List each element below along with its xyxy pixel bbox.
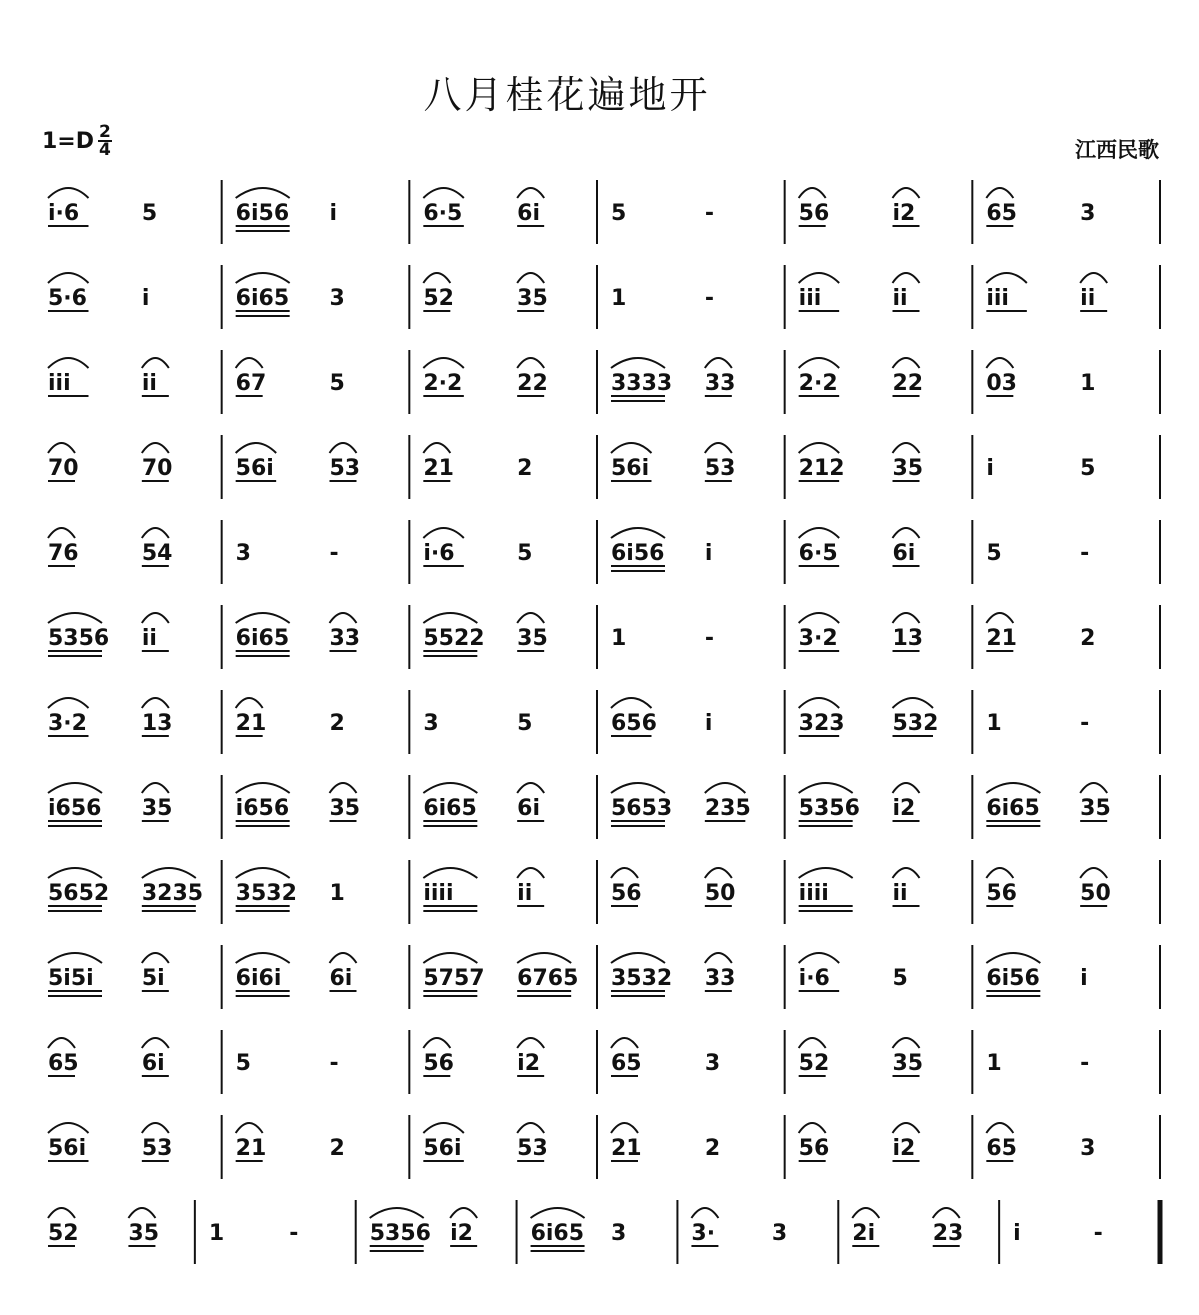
slur (48, 868, 102, 878)
slur (423, 188, 464, 198)
note-group: i2 (892, 796, 916, 821)
note-group: 70 (141, 456, 173, 481)
note-group: 2i (852, 1221, 876, 1246)
slur (1080, 783, 1107, 793)
note-group: 22 (517, 371, 548, 396)
slur (893, 1123, 920, 1133)
slur (517, 783, 544, 793)
note-group: 3 (423, 711, 439, 736)
note-group: 13 (141, 711, 173, 736)
note-group: 56i (48, 1136, 87, 1161)
slur (933, 1208, 960, 1218)
note-group: 65 (611, 1051, 642, 1076)
slur (799, 1123, 826, 1133)
note-group: 23 (932, 1221, 964, 1246)
slur (330, 953, 357, 963)
note-group: 5653 (611, 796, 673, 821)
note-group: 56 (423, 1051, 454, 1076)
slur (611, 953, 665, 963)
slur (236, 273, 290, 283)
note-group: 6i (517, 201, 541, 226)
slur (517, 868, 544, 878)
note-group: 35 (517, 626, 548, 651)
slur (799, 188, 826, 198)
slur (986, 868, 1013, 878)
slur (48, 613, 102, 623)
slur (691, 1208, 718, 1218)
slur (142, 953, 169, 963)
note-group: 3 (611, 1221, 627, 1246)
note-group: 52 (48, 1221, 79, 1246)
note-group: 53 (141, 1136, 173, 1161)
note-group: ii (892, 286, 908, 311)
slur (142, 698, 169, 708)
slur (330, 443, 357, 453)
slur (48, 443, 75, 453)
slur (986, 613, 1013, 623)
note-group: - (704, 626, 714, 651)
slur (611, 1123, 638, 1133)
note-group: 67 (235, 371, 267, 396)
slur (142, 443, 169, 453)
note-group: 13 (892, 626, 924, 651)
note-group: - (1080, 711, 1090, 736)
slur (423, 1123, 464, 1133)
note-group: 21 (235, 1136, 267, 1161)
slur (330, 783, 357, 793)
note-group: 6i65 (986, 796, 1040, 821)
note-group: 3 (1080, 1136, 1096, 1161)
note-group: 6i (892, 541, 916, 566)
note-group: 2 (704, 1136, 721, 1161)
slur (705, 868, 732, 878)
note-group: 6i6i (235, 966, 282, 991)
slur (517, 953, 571, 963)
note-group: - (329, 541, 339, 566)
slur (423, 953, 477, 963)
slur (893, 698, 934, 708)
note-group: 235 (704, 796, 751, 821)
slur (986, 783, 1040, 793)
note-group: 21 (235, 711, 267, 736)
note-group: 21 (611, 1136, 642, 1161)
note-group: 6i65 (235, 626, 290, 651)
slur (423, 273, 450, 283)
note-group: - (704, 286, 714, 311)
note-group: 6i56 (611, 541, 665, 566)
note-group: 5 (892, 966, 908, 991)
slur (799, 528, 840, 538)
note-group: 50 (704, 881, 736, 906)
slur (517, 1123, 544, 1133)
slur (423, 528, 464, 538)
note-group: i (986, 456, 994, 481)
note-group: 5522 (423, 626, 485, 651)
slur (893, 1038, 920, 1048)
note-group: 3·2 (48, 711, 87, 736)
time-denominator: 4 (99, 140, 111, 160)
note-group: 323 (798, 711, 845, 736)
slur (236, 1123, 263, 1133)
note-group: i (329, 201, 338, 226)
note-group: 3·2 (798, 626, 838, 651)
slur (893, 273, 920, 283)
slur (611, 358, 665, 368)
note-group: 56i (423, 1136, 462, 1161)
note-group: 212 (798, 456, 845, 481)
note-group: 5i5i (48, 966, 94, 991)
note-group: 1 (208, 1221, 225, 1246)
note-group: 5 (1080, 456, 1096, 481)
slur (611, 868, 638, 878)
slur (611, 698, 652, 708)
note-group: 2 (329, 711, 345, 736)
note-group: 1 (611, 286, 627, 311)
note-group: 6i65 (530, 1221, 585, 1246)
note-group: 6i (329, 966, 353, 991)
note-group: 52 (423, 286, 454, 311)
slur (370, 1208, 424, 1218)
slur (517, 273, 544, 283)
note-group: 2·2 (798, 371, 838, 396)
note-group: 6i (141, 1051, 165, 1076)
note-group: 5·6 (48, 286, 87, 311)
slur (450, 1208, 477, 1218)
slur (423, 613, 477, 623)
note-group: 35 (892, 456, 924, 481)
note-group: 3532 (611, 966, 673, 991)
note-group: 03 (986, 371, 1017, 396)
note-group: 3 (235, 541, 251, 566)
slur (531, 1208, 585, 1218)
note-group: 6i65 (423, 796, 477, 821)
note-group: 56 (986, 881, 1017, 906)
slur (799, 953, 840, 963)
slur (611, 783, 665, 793)
slur (517, 188, 544, 198)
note-group: 33 (329, 626, 361, 651)
note-group: - (1080, 1051, 1090, 1076)
note-group: 3 (704, 1051, 721, 1076)
slur (986, 953, 1040, 963)
slur (236, 613, 290, 623)
slur (48, 273, 89, 283)
note-group: 3532 (235, 881, 297, 906)
slur (48, 358, 89, 368)
note-group: 5652 (48, 881, 110, 906)
slur (142, 1123, 169, 1133)
note-group: 56 (611, 881, 642, 906)
note-group: 5 (517, 711, 533, 736)
slur (893, 783, 920, 793)
slur (517, 358, 544, 368)
note-group: ii (141, 626, 157, 651)
slur (852, 1208, 879, 1218)
slur (799, 698, 840, 708)
slur (893, 443, 920, 453)
note-group: 6765 (517, 966, 579, 991)
slur (986, 273, 1027, 283)
slur (611, 1038, 638, 1048)
note-group: 56 (798, 201, 830, 226)
slur (893, 613, 920, 623)
note-group: 5 (517, 541, 533, 566)
slur (705, 358, 732, 368)
note-group: i·6 (423, 541, 455, 566)
note-group: 52 (798, 1051, 830, 1076)
slur (236, 188, 290, 198)
slur (799, 358, 840, 368)
slur (611, 443, 652, 453)
note-group: - (329, 1051, 339, 1076)
note-group: i (141, 286, 150, 311)
note-group: 3333 (611, 371, 673, 396)
note-group: i (1080, 966, 1088, 991)
slur (142, 528, 169, 538)
slur (330, 613, 357, 623)
note-group: 33 (704, 371, 736, 396)
note-group: 5757 (423, 966, 485, 991)
note-group: 1 (986, 711, 1002, 736)
note-group: 1 (611, 626, 627, 651)
note-group: 56i (235, 456, 274, 481)
slur (423, 358, 464, 368)
note-group: 5 (141, 201, 158, 226)
slur (142, 868, 196, 878)
note-group: 70 (48, 456, 79, 481)
key-label: 1=D (42, 128, 95, 154)
note-group: iii (986, 286, 1009, 311)
note-group: 6i65 (235, 286, 290, 311)
note-group: 5 (986, 541, 1002, 566)
slur (1080, 273, 1107, 283)
note-group: 65 (48, 1051, 79, 1076)
note-group: 5356 (369, 1221, 431, 1246)
note-group: 35 (892, 1051, 924, 1076)
slur (142, 1038, 169, 1048)
note-group: 35 (141, 796, 173, 821)
slur (236, 443, 276, 453)
note-group: ii (1080, 286, 1096, 311)
slur (236, 868, 290, 878)
slur (423, 868, 477, 878)
note-group: 53 (329, 456, 361, 481)
note-group: i2 (450, 1221, 474, 1246)
note-group: iiii (798, 881, 829, 906)
slur (142, 358, 169, 368)
note-group: 2 (329, 1136, 345, 1161)
note-group: 5 (235, 1051, 251, 1076)
slur (423, 783, 477, 793)
slur (893, 528, 920, 538)
slur (48, 188, 89, 198)
slur (799, 443, 840, 453)
slur (705, 443, 732, 453)
slur (986, 188, 1013, 198)
time-numerator: 2 (99, 122, 111, 142)
slur (986, 1123, 1013, 1133)
slur (1080, 868, 1107, 878)
slur (799, 1038, 826, 1048)
note-group: 56 (798, 1136, 830, 1161)
note-group: - (289, 1221, 299, 1246)
slur (986, 358, 1013, 368)
slur (236, 783, 290, 793)
note-group: 6i56 (986, 966, 1040, 991)
note-group: iii (48, 371, 71, 396)
note-group: 3 (771, 1221, 788, 1246)
note-group: 35 (329, 796, 361, 821)
slur (142, 783, 169, 793)
note-group: 53 (517, 1136, 548, 1161)
note-group: 2 (1080, 626, 1096, 651)
slur (128, 1208, 155, 1218)
slur (705, 783, 746, 793)
note-group: 6·5 (798, 541, 838, 566)
slur (48, 528, 75, 538)
slur (48, 1123, 89, 1133)
slur (423, 1038, 450, 1048)
note-group: 65 (986, 1136, 1017, 1161)
slur (517, 613, 544, 623)
note-group: 54 (141, 541, 173, 566)
note-group: ii (892, 881, 908, 906)
song-origin: 江西民歌 (1075, 137, 1159, 162)
slur (48, 1038, 75, 1048)
note-group: 3 (329, 286, 345, 311)
note-group: 3235 (141, 881, 204, 906)
note-group: 656 (611, 711, 657, 736)
note-group: 1 (1080, 371, 1096, 396)
slur (142, 613, 169, 623)
note-group: - (1093, 1221, 1103, 1246)
slur (423, 443, 450, 453)
slur (799, 273, 840, 283)
note-group: 56i (611, 456, 650, 481)
note-group: 65 (986, 201, 1017, 226)
slur (799, 868, 853, 878)
note-group: i656 (235, 796, 290, 821)
slur (48, 698, 89, 708)
note-group: 5 (611, 201, 627, 226)
note-group: 6i56 (235, 201, 290, 226)
note-group: ii (141, 371, 157, 396)
note-group: 5356 (48, 626, 110, 651)
note-group: 5i (141, 966, 165, 991)
note-group: 50 (1080, 881, 1111, 906)
note-group: 2·2 (423, 371, 463, 396)
note-group: i·6 (798, 966, 830, 991)
slur (611, 528, 665, 538)
note-group: ii (517, 881, 533, 906)
note-group: i·6 (48, 201, 80, 226)
note-group: - (704, 201, 714, 226)
note-group: 35 (128, 1221, 160, 1246)
note-group: 3 (1080, 201, 1096, 226)
slur (799, 613, 840, 623)
note-group: 1 (329, 881, 345, 906)
note-group: i2 (517, 1051, 541, 1076)
note-group: iii (798, 286, 822, 311)
note-group: 532 (892, 711, 939, 736)
slur (517, 1038, 544, 1048)
note-group: i2 (892, 201, 916, 226)
note-group: 21 (423, 456, 454, 481)
note-group: i (704, 541, 713, 566)
slur (705, 953, 732, 963)
slur (48, 783, 102, 793)
note-group: 22 (892, 371, 924, 396)
note-group: 5356 (798, 796, 860, 821)
score-title: 八月桂花遍地开 (423, 73, 711, 117)
note-group: iiii (423, 881, 454, 906)
slur (893, 188, 920, 198)
slur (48, 1208, 75, 1218)
note-group: 53 (704, 456, 736, 481)
note-group: 6i (517, 796, 541, 821)
note-group: 6·5 (423, 201, 463, 226)
slur (893, 868, 920, 878)
slur (48, 953, 102, 963)
note-group: 1 (986, 1051, 1002, 1076)
note-group: i656 (48, 796, 102, 821)
slur (893, 358, 920, 368)
slur (236, 698, 263, 708)
note-group: i (1013, 1221, 1021, 1246)
slur (799, 783, 853, 793)
slur (236, 953, 290, 963)
note-group: - (1080, 541, 1090, 566)
note-group: 3· (691, 1221, 716, 1246)
note-group: i2 (892, 1136, 916, 1161)
note-group: 76 (48, 541, 79, 566)
note-group: 35 (1080, 796, 1111, 821)
note-group: 2 (517, 456, 533, 481)
note-group: 5 (329, 371, 345, 396)
note-group: 35 (517, 286, 548, 311)
note-group: 21 (986, 626, 1017, 651)
slur (236, 358, 263, 368)
note-group: 33 (704, 966, 736, 991)
note-group: i (704, 711, 713, 736)
